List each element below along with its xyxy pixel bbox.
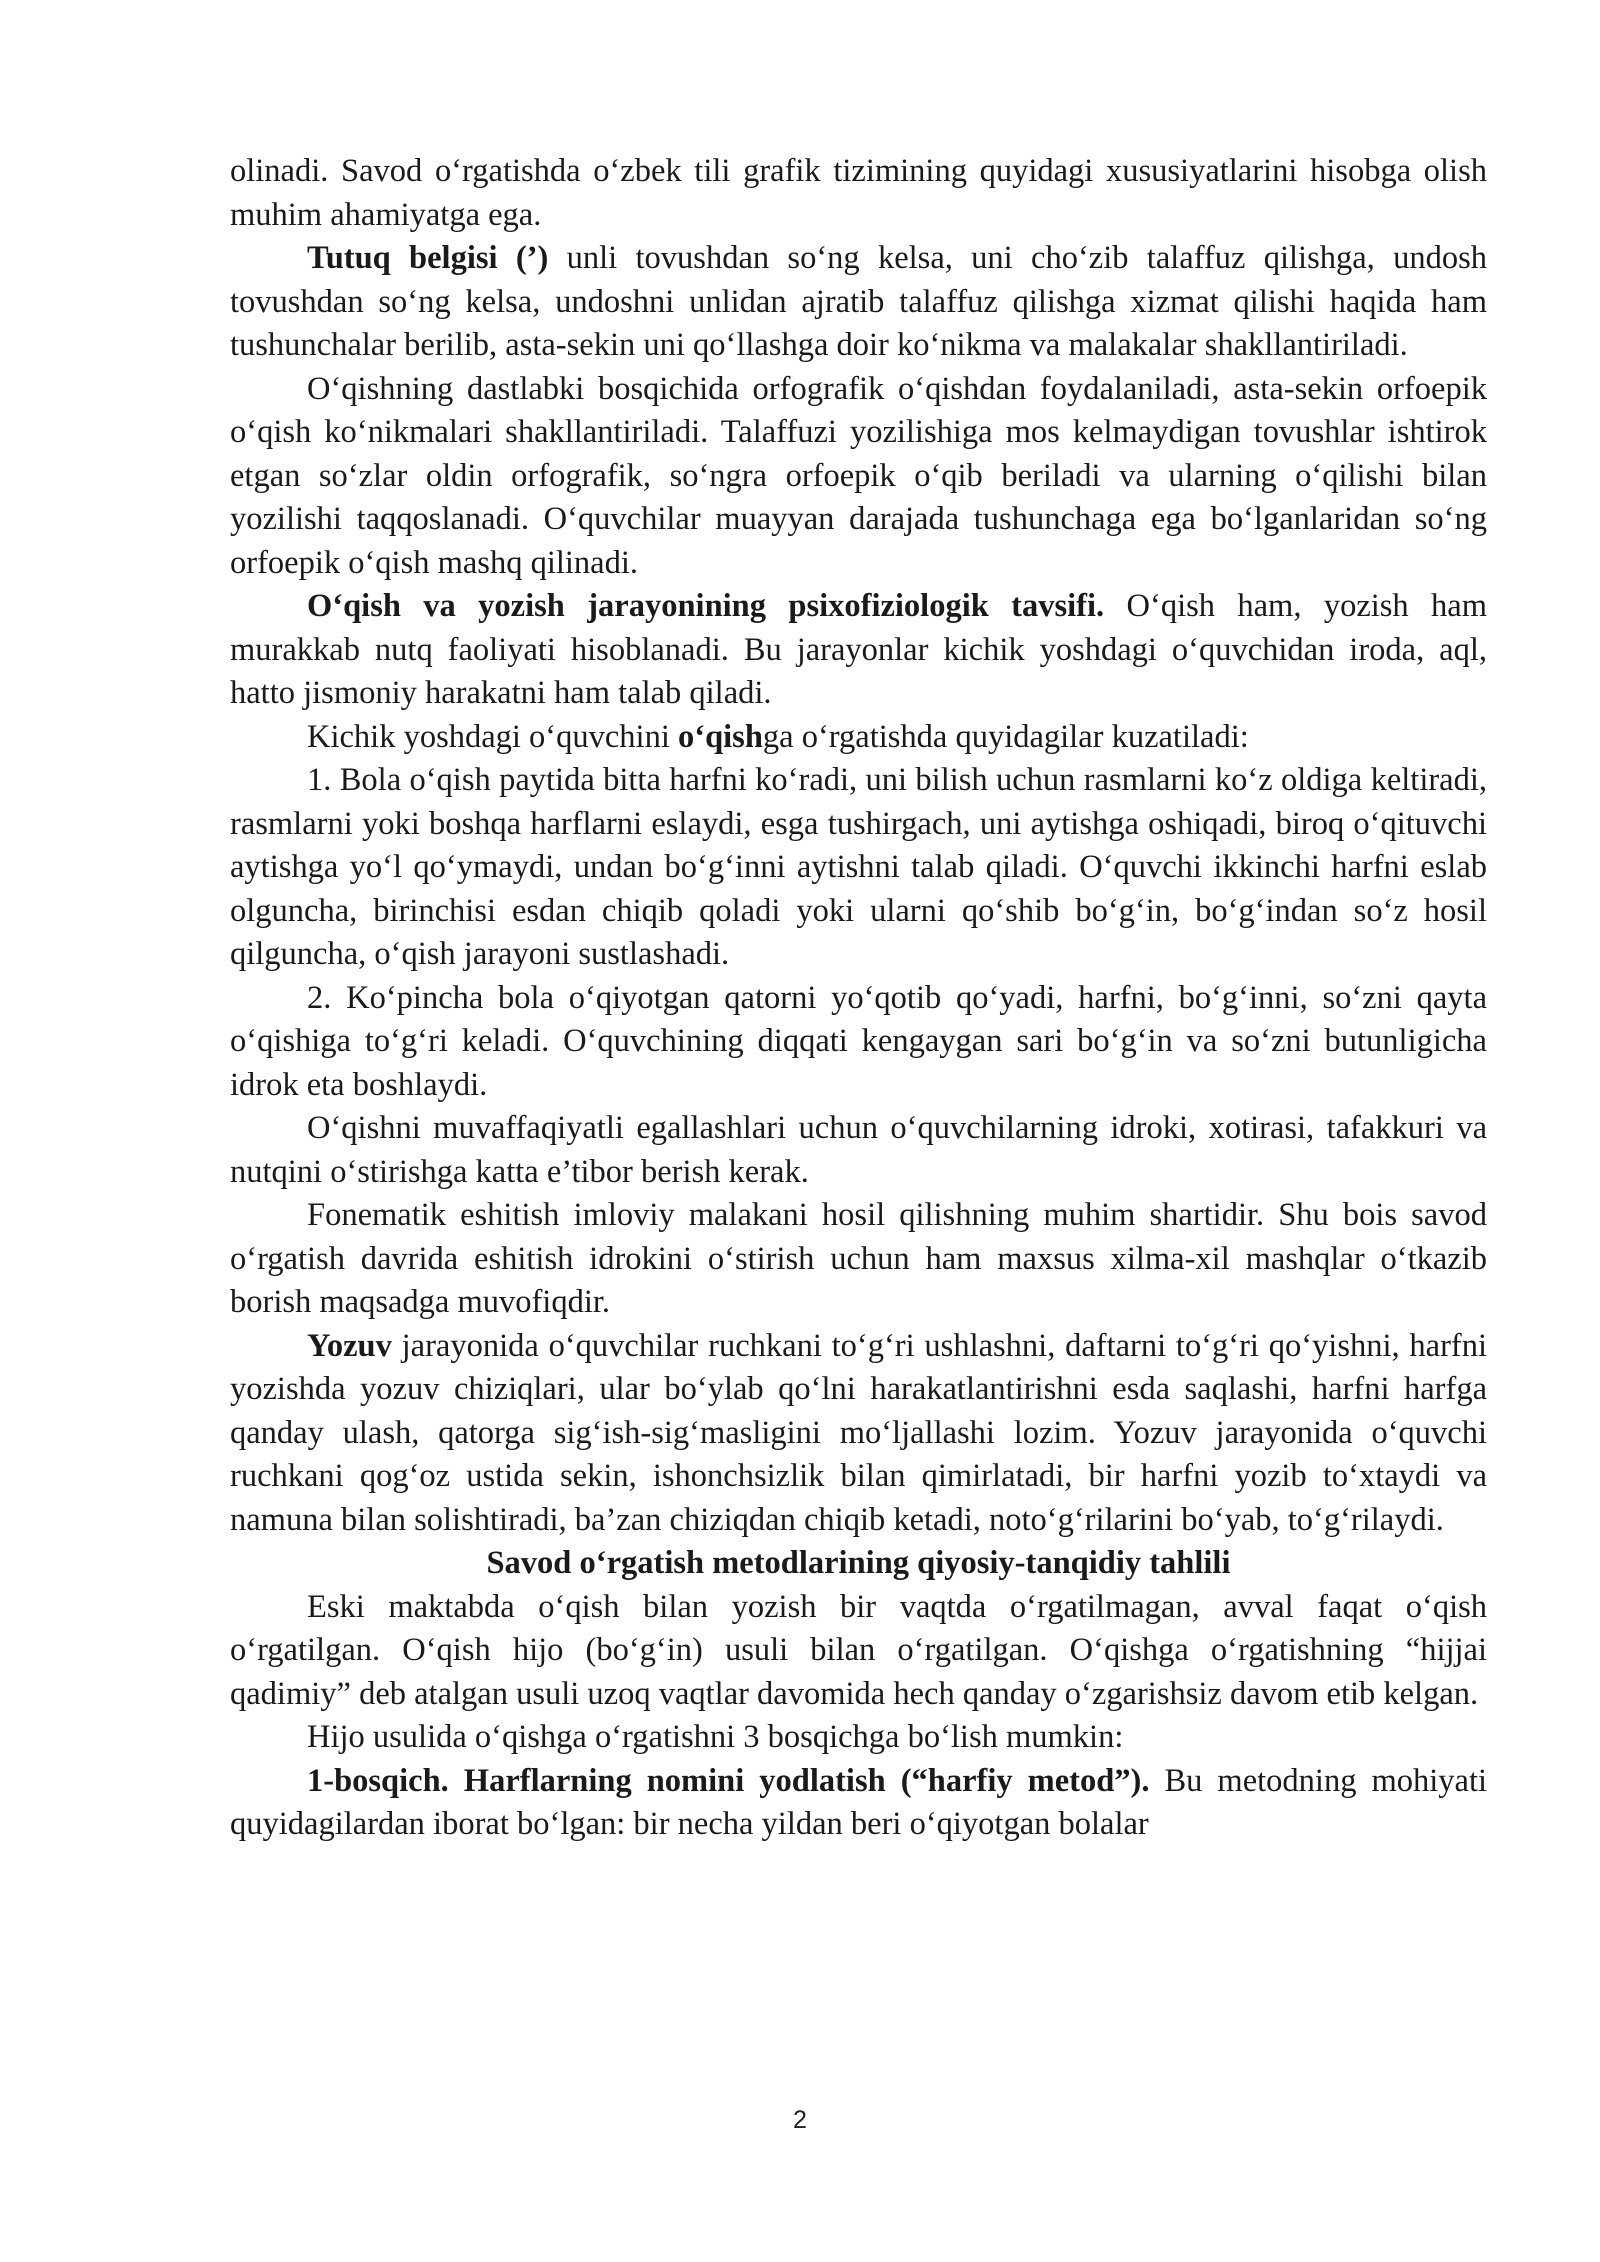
paragraph-text: jarayonida oʻquvchilar ruchkani toʻgʻri ushlashni, daftarni toʻgʻri qoʻyishni, harfni yozishda yozuv chiziqlari, ular boʻylab qoʻlni harakatlantirishni esda saqlashi, harfni harfga qanday ulash, qatorga sigʻish-sigʻmasligini moʻljallashi lozim. Yozuv jarayonida oʻquvchi ruchkani qogʻoz ustida sekin, ishonchsizlik bilan qimirlatadi, bir harfni yozib toʻxtaydi va namuna bilan solishtiradi, ba’zan chiziqdan chiqib ketadi, notoʻgʻrilarini boʻyab, toʻgʻrilaydi.	[230, 1327, 1487, 1538]
paragraph: Eski maktabda oʻqish bilan yozish bir vaqtda oʻrgatilmagan, avval faqat oʻqish oʻrgatilgan. Oʻqish hijo (boʻgʻin) usuli bilan oʻrgatilgan. Oʻqishga oʻrgatishning “hijjai qadimiy” deb atalgan usuli uzoq vaqtlar davomida hech qanday oʻzgarishsiz davom etib kelgan.	[230, 1588, 1487, 1712]
paragraph: Oʻqishning dastlabki bosqichida orfografik oʻqishdan foydalaniladi, asta-sekin orfoepik oʻqish koʻnikmalari shakllantiriladi. Talaffuzi yozilishiga mos kelmaydigan tovushlar ishtirok etgan soʻzlar oldin orfografik, soʻngra orfoepik oʻqib beriladi va ularning oʻqilishi bilan yozilishi taqqoslanadi. Oʻquvchilar muayyan darajada tushunchaga ega boʻlganlaridan soʻng orfoepik oʻqish mashq qilinadi.	[230, 370, 1487, 581]
paragraph	[230, 585, 1487, 716]
paragraph-text: Bu metodning mohiyati quyidagilardan iborat boʻlgan: bir necha yildan beri oʻqiyotgan bolalar	[230, 1762, 1488, 1842]
bold-term: oʻqish	[678, 718, 763, 755]
paragraph: Fonematik eshitish imloviy malakani hosil qilishning muhim shartidir. Shu bois savod oʻrgatish davrida eshitish idrokini oʻstirish uchun ham maxsus xilma-xil mashqlar oʻtkazib borish maqsadga muvofiqdir.	[230, 1197, 1487, 1320]
numbered-paragraph: 1. Bola oʻqish paytida bitta harfni koʻradi, uni bilish uchun rasmlarni koʻz oldiga keltiradi, rasmlarni yoki boshqa harflarni eslaydi, esga tushirgach, uni aytishga oshiqadi, biroq oʻqituvchi aytishga yoʻl qoʻymaydi, undan boʻgʻinni aytishni talab qiladi. Oʻquvchi ikkinchi harfni eslab olguncha, birinchisi esdan chiqib qoladi yoki ularni qoʻshib boʻgʻin, boʻgʻindan soʻz hosil qilguncha, oʻqish jarayoni sustlashadi.	[230, 762, 1487, 972]
paragraph: Oʻqishni muvaffaqiyatli egallashlari uchun oʻquvchilarning idroki, xotirasi, tafakkuri va nutqini oʻstirishga katta e’tibor berish kerak.	[230, 1110, 1487, 1190]
paragraph	[230, 1760, 1487, 1847]
paragraph-text: Kichik yoshdagi oʻquvchini	[307, 718, 678, 755]
paragraph: olinadi. Savod oʻrgatishda oʻzbek tili grafik tizimining quyidagi xususiyatlarini hisobga olish muhim ahamiyatga ega.	[230, 153, 1487, 233]
bold-term: Yozuv	[307, 1327, 392, 1364]
paragraph: Hijo usulida oʻqishga oʻrgatishni 3 bosqichga boʻlish mumkin:	[307, 1719, 1124, 1755]
numbered-paragraph: 2. Koʻpincha bola oʻqiyotgan qatorni yoʻqotib qoʻyadi, harfni, boʻgʻinni, soʻzni qayta oʻqishiga toʻgʻri keladi. Oʻquvchining diqqati kengaygan sari boʻgʻin va soʻzni butunligicha idrok eta boshlaydi.	[230, 979, 1487, 1103]
paragraph-text: Oʻqish ham, yozish ham murakkab nutq faoliyati hisoblanadi. Bu jarayonlar kichik yoshdagi oʻquvchidan iroda, aql, hatto jismoniy harakatni ham talab qiladi.	[230, 588, 1488, 711]
bold-term: Tutuq belgisi (’)	[307, 240, 549, 276]
paragraph-text: unli tovushdan soʻng kelsa, uni choʻzib talaffuz qilishga, undosh tovushdan soʻng kelsa, undoshni unlidan ajratib talaffuz qilishga xizmat qilishi haqida ham tushunchalar berilib, asta-sekin uni qoʻllashga doir koʻnikma va malakalar shakllantiriladi.	[230, 240, 1487, 363]
paragraph	[230, 716, 1487, 760]
paragraph	[230, 1325, 1487, 1543]
section-heading: Savod oʻrgatish metodlarining qiyosiy-tanqidiy tahlili	[486, 1545, 1231, 1581]
page-number: 2	[793, 2106, 807, 2134]
bold-term: Oʻqish va yozish jarayonining psixofiziologik tavsifi.	[307, 588, 1105, 624]
document-body	[230, 150, 1487, 1847]
paragraph-text: ga oʻrgatishda quyidagilar kuzatiladi:	[762, 718, 1249, 755]
bold-term: 1-bosqich. Harflarning nomini yodlatish (“harfiy metod”).	[307, 1762, 1150, 1799]
paragraph	[230, 237, 1487, 368]
